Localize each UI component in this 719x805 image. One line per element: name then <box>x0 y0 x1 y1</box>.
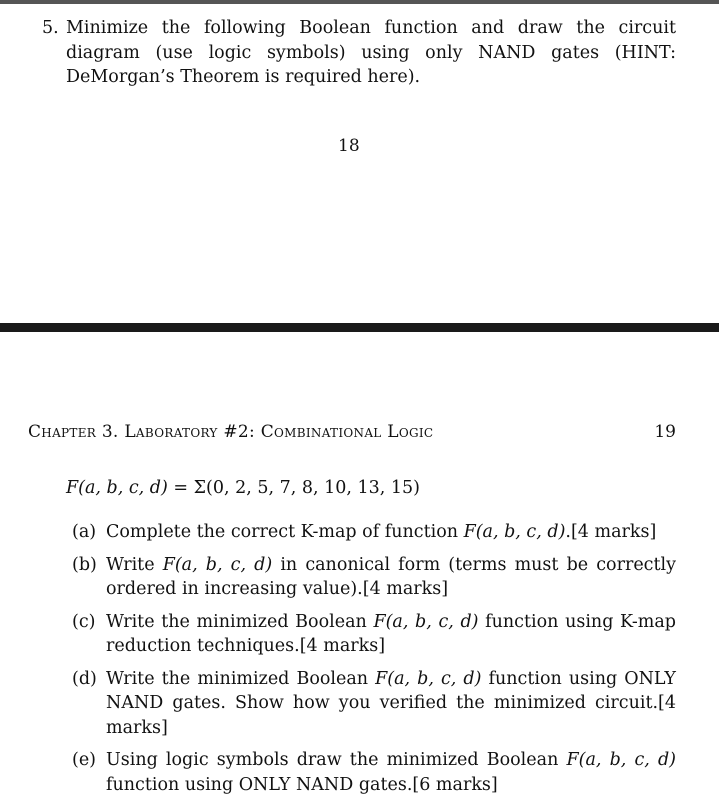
chapter-title: Chapter 3. Laboratory #2: Combinational Logic <box>28 422 434 442</box>
function-definition <box>66 478 420 498</box>
part-text: Using logic symbols draw the minimized Boolean <box>106 750 567 770</box>
part-text-end: function using ONLY NAND gates. Show how you verified the minimized circuit.[4 marks] <box>106 668 676 738</box>
question-part <box>72 667 676 741</box>
question-part <box>72 748 676 797</box>
part-text-end: function using K-map reduction techniques.[4 marks] <box>106 611 676 656</box>
page-header <box>28 422 676 442</box>
question-part <box>72 520 676 545</box>
problem-5 <box>42 16 676 90</box>
function-rhs: = Σ(0, 2, 5, 7, 8, 10, 13, 15) <box>167 478 420 498</box>
part-label: (c) <box>72 611 96 632</box>
function-lhs: F(a, b, c, d) <box>66 478 168 498</box>
part-function: F(a, b, c, d) <box>463 522 566 542</box>
problem-number: 5. <box>42 18 59 38</box>
problem-text: Minimize the following Boolean function and draw the circuit diagram (use logic symbols) using only NAND gates (HINT: DeMorgan’s Theorem is required here). <box>66 18 676 87</box>
part-text: Complete the correct K-map of function <box>106 522 464 542</box>
part-label: (a) <box>72 522 97 542</box>
page-number: 19 <box>654 422 676 442</box>
part-text-end: .[4 marks] <box>565 522 657 542</box>
part-label: (e) <box>72 750 97 770</box>
question-part <box>72 553 676 602</box>
part-text-end: function using ONLY NAND gates.[6 marks] <box>106 774 498 795</box>
part-function: F(a, b, c, d) <box>162 554 273 575</box>
top-edge-divider <box>0 0 719 4</box>
part-function: F(a, b, c, d) <box>373 611 479 632</box>
part-text: Write <box>106 554 163 575</box>
question-parts <box>72 520 676 805</box>
part-text: Write the minimized Boolean <box>106 611 374 632</box>
part-label: (d) <box>72 668 97 689</box>
part-text-end: in canonical form (terms must be correctly ordered in increasing value).[4 marks] <box>106 554 676 599</box>
part-function: F(a, b, c, d) <box>566 750 676 770</box>
page-number-previous: 18 <box>338 136 360 156</box>
part-label: (b) <box>72 554 97 575</box>
part-text: Write the minimized Boolean <box>106 668 376 689</box>
page-break-divider <box>0 323 719 332</box>
part-function: F(a, b, c, d) <box>375 668 482 689</box>
question-part <box>72 610 676 659</box>
